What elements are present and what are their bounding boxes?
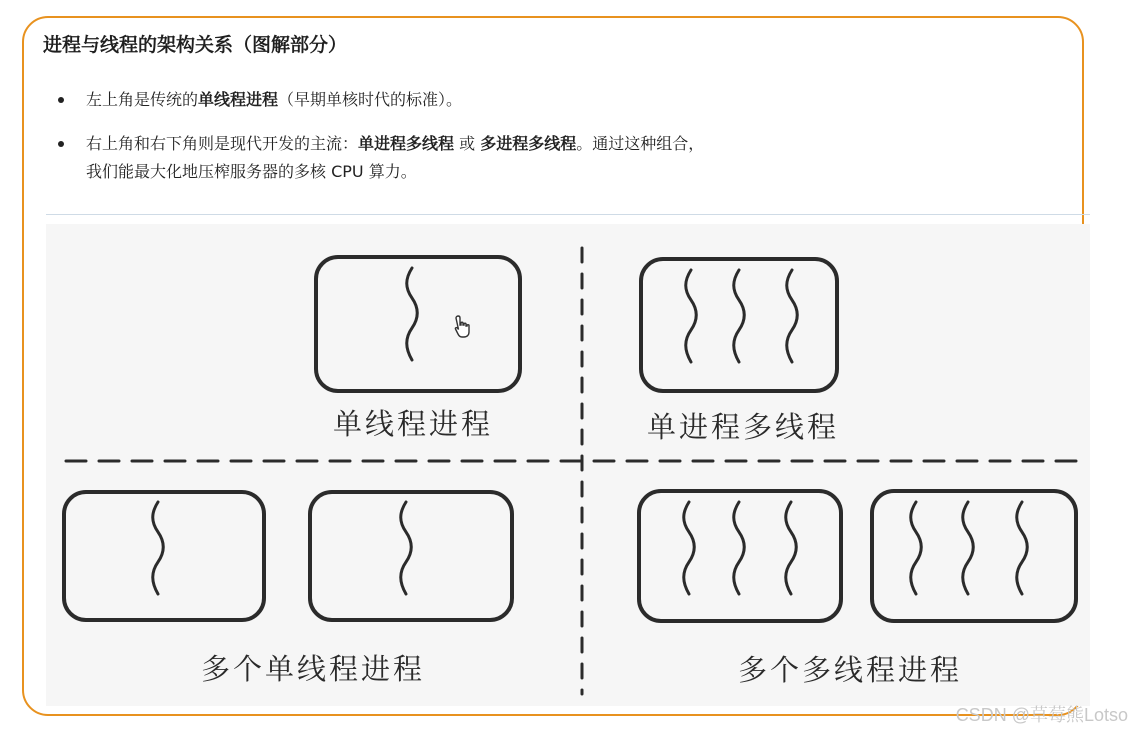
- quadrant-label-top-left: 单线程进程: [333, 407, 494, 441]
- bullet-bold-text: 多进程多线程: [480, 134, 577, 153]
- process-thread-diagram: [46, 224, 1090, 706]
- bullet-text: 左上角是传统的: [86, 90, 199, 109]
- process-box: [872, 491, 1076, 621]
- process-box: [310, 492, 512, 620]
- quadrant-label-bottom-left: 多个单线程进程: [201, 652, 426, 686]
- section-title: 进程与线程的架构关系（图解部分）: [43, 34, 348, 56]
- thread-line: [407, 268, 418, 360]
- process-box: [316, 257, 520, 391]
- quadrant-label-bottom-right: 多个多线程进程: [738, 653, 963, 687]
- bullet-item: [58, 130, 1058, 186]
- thread-line: [734, 270, 745, 362]
- hand-pointer-icon: [455, 316, 469, 337]
- process-box: [639, 491, 841, 621]
- bullet-bold-text: 单进程多线程: [358, 134, 455, 153]
- bullet-bold-text: 单线程进程: [198, 90, 279, 109]
- divider: [46, 214, 1090, 215]
- bullet-list: [58, 86, 1058, 202]
- bullet-text: （早期单核时代的标准）。: [278, 90, 463, 109]
- bullet-item: [58, 86, 1058, 114]
- thread-line: [911, 502, 922, 594]
- diagram-canvas: [46, 224, 1090, 706]
- process-box: [64, 492, 264, 620]
- quadrant-label-top-right: 单进程多线程: [647, 410, 840, 444]
- thread-line: [787, 270, 798, 362]
- bullet-dot: [58, 97, 64, 103]
- bullet-text: 右上角和右下角则是现代开发的主流：: [86, 134, 359, 153]
- thread-line: [734, 502, 745, 594]
- thread-line: [786, 502, 797, 594]
- bullet-dot: [58, 141, 64, 147]
- bullet-text: 。通过这种组合，: [576, 134, 705, 153]
- watermark: CSDN @草莓熊Lotso: [955, 705, 1128, 725]
- thread-line: [963, 502, 974, 594]
- thread-line: [684, 502, 695, 594]
- thread-line: [401, 502, 412, 594]
- thread-line: [686, 270, 697, 362]
- process-box: [641, 259, 837, 391]
- bullet-text: 或: [454, 134, 481, 153]
- bullet-text: 我们能最大化地压榨服务器的多核 CPU 算力。: [86, 162, 417, 181]
- thread-line: [153, 502, 164, 594]
- thread-line: [1017, 502, 1028, 594]
